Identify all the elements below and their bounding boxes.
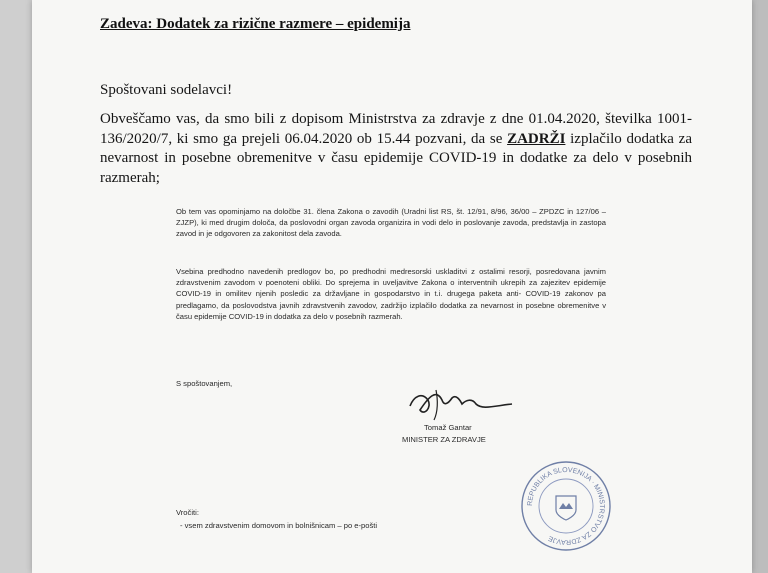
closing: S spoštovanjem, <box>176 379 233 388</box>
signer-name: Tomaž Gantar <box>424 423 472 432</box>
signature-image <box>402 370 522 430</box>
background-left <box>0 0 32 573</box>
emphasis-zadrzi: ZADRŽI <box>507 130 566 147</box>
greeting: Spoštovani sodelavci! <box>100 82 233 98</box>
main-paragraph-part2: izplačilo dodatka za nevarnost in posebne obremenitve v času epidemije COVID-19 in dodatke za delo v posebnih razmerah; <box>100 130 692 186</box>
main-paragraph-part1: Obveščamo vas, da smo bili z dopisom Ministrstva za zdravje z dne 01.04.2020, številka 1001-136/2020/7, ki smo ga prejeli 06.04.2020 ob 15.44 pozvani, da se <box>100 111 692 147</box>
recipients-label: Vročiti: <box>176 508 199 517</box>
official-stamp <box>518 458 614 554</box>
background-right <box>752 0 768 573</box>
document-page <box>32 0 752 573</box>
subject-line: Zadeva: Dodatek za rizične razmere – epidemija <box>100 16 411 32</box>
main-paragraph <box>100 110 692 188</box>
letter-paragraph-2: Vsebina predhodno navedenih predlogov bo, po predhodni medresorski uskladitvi z ostalimi resorji, posredovana javnim zdravstvenim zavodom v poenoteni obliki. Do sprejema in uveljavitve Zakona o interventnih ukrepih za zajezitev epidemije COVID-19 in omilitev njenih posledic za državljane in gospodarstvo in t.i. drugega paketa anti- COVID-19 zakonov pa predlagamo, da poslovodstva javnih zdravstvenih zavodov, zadržijo izplačilo dodatka za nevarnost in posebne obremenitve v času epidemije COVID-19 in dodatka za delo v posebnih razmerah. <box>176 267 606 321</box>
signer-title: MINISTER ZA ZDRAVJE <box>402 435 486 444</box>
letter-paragraph-1: Ob tem vas opominjamo na določbe 31. člena Zakona o zavodih (Uradni list RS, št. 12/91, 8/96, 36/00 – ZPDZC in 127/06 – ZJZP), ki med drugim določa, da poslovodni organ zavoda organizira in vodi delo in poslovanje zavoda, predstavlja in zastopa zavod in je odgovoren za zakonitost dela zavoda. <box>176 207 606 239</box>
svg-text:REPUBLIKA SLOVENIJA · MINISTRS: REPUBLIKA SLOVENIJA · MINISTRSTVO ZA ZDRAVJE <box>526 466 606 546</box>
recipients-item: - vsem zdravstvenim domovom in bolnišnicam – po e-pošti <box>180 521 378 530</box>
